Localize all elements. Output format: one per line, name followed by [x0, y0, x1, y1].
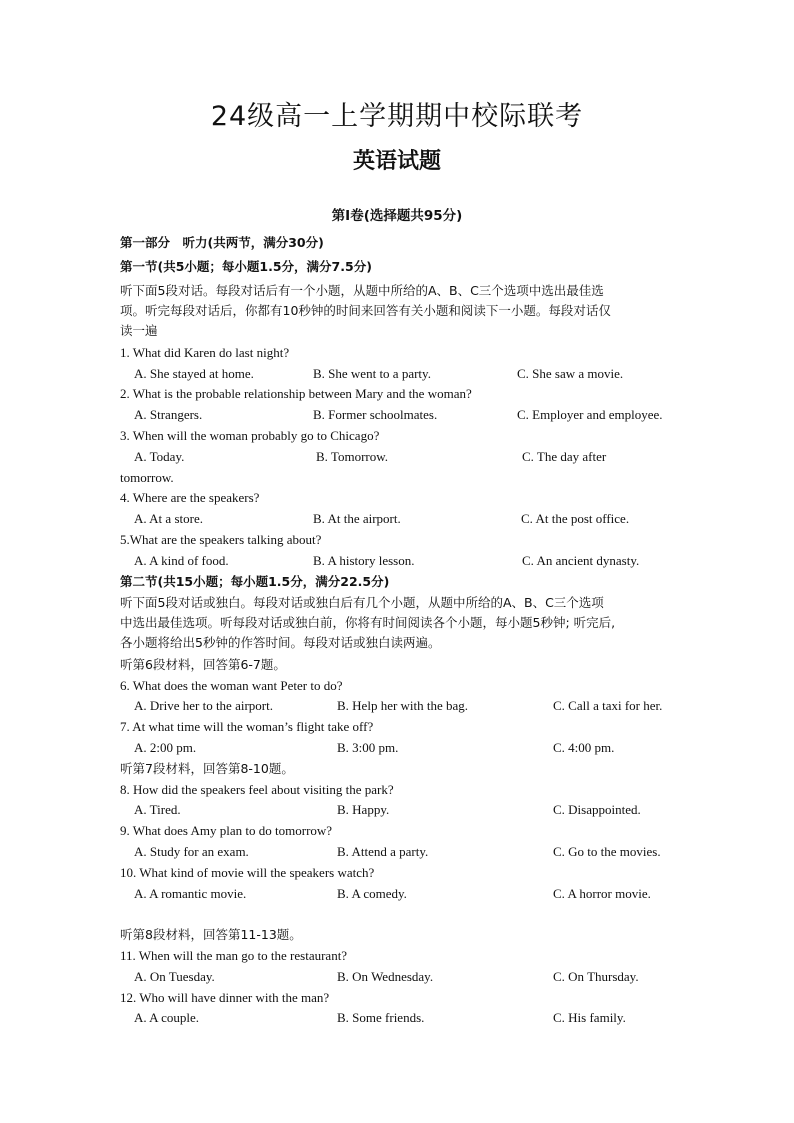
option-c[interactable]: C. His family.: [553, 1010, 626, 1025]
section1-heading: 第一节(共5小题；每小题1.5分，满分7.5分): [120, 259, 372, 274]
section2-instruction-line: 各小题将给出5秒钟的作答时间。每段对话或独白读两遍。: [120, 635, 441, 650]
exam-subtitle: 英语试题: [352, 149, 441, 174]
question-text: 10. What kind of movie will the speakers watch?: [120, 865, 375, 880]
question-text: 2. What is the probable relationship between Mary and the woman?: [120, 386, 472, 401]
option-c[interactable]: C. Disappointed.: [553, 802, 641, 817]
option-b[interactable]: B. At the airport.: [313, 511, 401, 526]
material-note-8: 听第8段材料，回答第11-13题。: [120, 927, 302, 942]
section1-instruction-line: 项。听完每段对话后，你都有10秒钟的时间来回答有关小题和阅读下一小题。每段对话仅: [120, 303, 611, 318]
option-c[interactable]: C. At the post office.: [521, 511, 630, 526]
question-text: 9. What does Amy plan to do tomorrow?: [120, 823, 333, 838]
option-b[interactable]: B. She went to a party.: [313, 366, 431, 381]
question-text: 6. What does the woman want Peter to do?: [120, 678, 343, 693]
option-a[interactable]: A. She stayed at home.: [134, 366, 254, 381]
option-c[interactable]: C. An ancient dynasty.: [522, 553, 640, 568]
option-b[interactable]: B. Tomorrow.: [316, 449, 389, 464]
section1-instruction-line: 听下面5段对话。每段对话后有一个小题，从题中所给的A、B、C三个选项中选出最佳选: [120, 283, 604, 298]
question-text: 5.What are the speakers talking about?: [120, 532, 322, 547]
option-c-continuation: tomorrow.: [120, 470, 174, 485]
option-a[interactable]: A. A kind of food.: [134, 553, 229, 568]
question-text: 8. How did the speakers feel about visiting the park?: [120, 782, 394, 797]
option-c[interactable]: C. Employer and employee.: [517, 407, 663, 422]
option-b[interactable]: B. A comedy.: [337, 886, 407, 901]
option-c[interactable]: C. On Thursday.: [553, 969, 639, 984]
question-text: 3. When will the woman probably go to Chicago?: [120, 428, 380, 443]
option-a[interactable]: A. On Tuesday.: [134, 969, 215, 984]
section1-instruction-line: 读一遍: [120, 323, 158, 338]
question-text: 1. What did Karen do last night?: [120, 345, 290, 360]
option-a[interactable]: A. A romantic movie.: [134, 886, 247, 901]
option-b[interactable]: B. Some friends.: [337, 1010, 425, 1025]
section2-instruction-line: 中选出最佳选项。听每段对话或独白前，你将有时间阅读各个小题，每小题5秒钟; 听完后,: [120, 615, 616, 630]
question-text: 12. Who will have dinner with the man?: [120, 990, 330, 1005]
option-a[interactable]: A. Tired.: [134, 802, 181, 817]
option-c[interactable]: C. 4:00 pm.: [553, 740, 615, 755]
option-a[interactable]: A. Today.: [134, 449, 185, 464]
option-a[interactable]: A. Drive her to the airport.: [134, 698, 273, 713]
option-b[interactable]: B. Happy.: [337, 802, 390, 817]
material-note-7: 听第7段材料，回答第8-10题。: [120, 761, 294, 776]
option-b[interactable]: B. On Wednesday.: [337, 969, 434, 984]
option-c[interactable]: C. Call a taxi for her.: [553, 698, 663, 713]
question-text: 7. At what time will the woman’s flight take off?: [120, 719, 374, 734]
material-note-6: 听第6段材料，回答第6-7题。: [120, 657, 286, 672]
exam-title: 24级高一上学期期中校际联考: [210, 101, 584, 132]
option-a[interactable]: A. Strangers.: [134, 407, 203, 422]
question-text: 11. When will the man go to the restaurant?: [120, 948, 348, 963]
option-c[interactable]: C. She saw a movie.: [517, 366, 624, 381]
option-b[interactable]: B. Attend a party.: [337, 844, 429, 859]
section2-heading: 第二节(共15小题；每小题1.5分，满分22.5分): [120, 574, 390, 589]
option-c[interactable]: C. The day after: [522, 449, 607, 464]
option-b[interactable]: B. Help her with the bag.: [337, 698, 469, 713]
option-a[interactable]: A. A couple.: [134, 1010, 199, 1025]
option-b[interactable]: B. A history lesson.: [313, 553, 415, 568]
part1-heading: 第一部分 听力(共两节，满分30分): [120, 235, 324, 250]
option-b[interactable]: B. 3:00 pm.: [337, 740, 399, 755]
option-a[interactable]: A. At a store.: [134, 511, 203, 526]
section2-instruction-line: 听下面5段对话或独白。每段对话或独白后有几个小题，从题中所给的A、B、C三个选项: [120, 595, 604, 610]
option-a[interactable]: A. Study for an exam.: [134, 844, 249, 859]
option-b[interactable]: B. Former schoolmates.: [313, 407, 438, 422]
option-c[interactable]: C. Go to the movies.: [553, 844, 661, 859]
option-c[interactable]: C. A horror movie.: [553, 886, 651, 901]
question-text: 4. Where are the speakers?: [120, 490, 260, 505]
option-a[interactable]: A. 2:00 pm.: [134, 740, 197, 755]
volume-heading: 第Ⅰ卷(选择题共95分): [331, 208, 463, 224]
